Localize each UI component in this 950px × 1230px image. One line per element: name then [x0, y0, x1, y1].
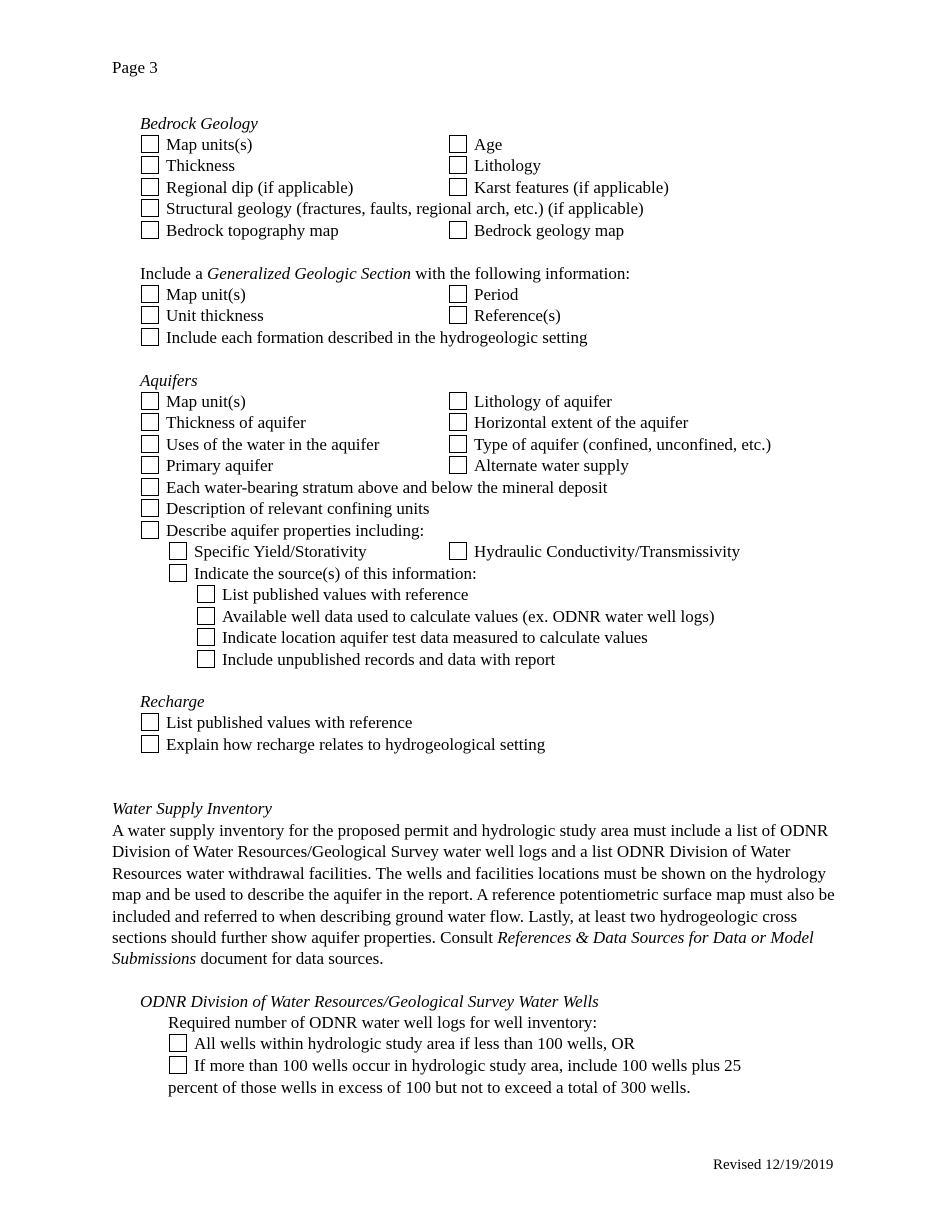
checkbox-aquifer-properties[interactable] — [141, 521, 159, 539]
checkbox-map-units[interactable] — [141, 135, 159, 153]
checkbox-unpublished-records[interactable] — [197, 650, 215, 668]
label-unpublished-records: Include unpublished records and data with report — [222, 650, 556, 669]
bedrock-heading: Bedrock Geology — [140, 114, 258, 133]
checkbox-thickness[interactable] — [141, 156, 159, 174]
inventory-heading: Water Supply Inventory — [112, 799, 272, 818]
checkbox-hydraulic-conductivity[interactable] — [449, 542, 467, 560]
checkbox-each-formation[interactable] — [141, 328, 159, 346]
checkbox-specific-yield[interactable] — [169, 542, 187, 560]
checkbox-type-aquifer[interactable] — [449, 435, 467, 453]
checkbox-aquifer-map-unit[interactable] — [141, 392, 159, 410]
label-all-wells: All wells within hydrologic study area if less than 100 wells, OR — [194, 1034, 635, 1053]
checkbox-all-wells[interactable] — [169, 1034, 187, 1052]
checkbox-uses-water[interactable] — [141, 435, 159, 453]
label-recharge-published: List published values with reference — [166, 713, 413, 732]
checkbox-available-well-data[interactable] — [197, 607, 215, 625]
wells-heading: ODNR Division of Water Resources/Geological Survey Water Wells — [140, 992, 599, 1011]
aquifers-heading: Aquifers — [140, 371, 198, 390]
label-available-well-data: Available well data used to calculate values (ex. ODNR water well logs) — [222, 607, 715, 626]
label-karst: Karst features (if applicable) — [474, 178, 669, 197]
label-confining-units: Description of relevant confining units — [166, 499, 430, 518]
checkbox-lithology[interactable] — [449, 156, 467, 174]
geologic-section-intro: Include a Generalized Geologic Section with the following information: — [140, 264, 631, 283]
recharge-heading: Recharge — [140, 692, 205, 711]
inventory-paragraph: A water supply inventory for the proposed permit and hydrologic study area must include a list of ODNR Division of Water Resources/Geological Survey water well logs and a list ODNR Division of Water Resources water withdrawal facilities. The wells and facilities locations must be shown on the hydrology map and be used to describe the aquifer in the report. A reference potentiometric surface map must also be included and referred to when describing ground water flow. Lastly, at least two hydrogeologic cross sections should further show aquifer properties. Consult References & Data Sources for Data or Model Submissions document for data sources. — [112, 821, 835, 969]
label-published-values: List published values with reference — [222, 585, 469, 604]
label-regional-dip: Regional dip (if applicable) — [166, 178, 354, 197]
label-structural-geology: Structural geology (fractures, faults, regional arch, etc.) (if applicable) — [166, 199, 644, 218]
checkbox-confining-units[interactable] — [141, 499, 159, 517]
label-age: Age — [474, 135, 503, 154]
label-each-formation: Include each formation described in the hydrogeologic setting — [166, 328, 588, 347]
wells-required-text: Required number of ODNR water well logs for well inventory: — [168, 1013, 598, 1032]
label-type-aquifer: Type of aquifer (confined, unconfined, etc.) — [474, 435, 772, 454]
checkbox-references[interactable] — [449, 306, 467, 324]
checkbox-period[interactable] — [449, 285, 467, 303]
label-more-than-100-line1: If more than 100 wells occur in hydrologic study area, include 100 wells plus 25 — [194, 1056, 742, 1075]
label-more-than-100-line2: percent of those wells in excess of 100 but not to exceed a total of 300 wells. — [168, 1078, 691, 1097]
label-lithology-aquifer: Lithology of aquifer — [474, 392, 612, 411]
label-aquifer-test-data: Indicate location aquifer test data measured to calculate values — [222, 628, 648, 647]
checkbox-primary-aquifer[interactable] — [141, 456, 159, 474]
label-specific-yield: Specific Yield/Storativity — [194, 542, 367, 561]
checkbox-published-values[interactable] — [197, 585, 215, 603]
page-number: Page 3 — [112, 58, 158, 77]
label-primary-aquifer: Primary aquifer — [166, 456, 274, 475]
label-lithology: Lithology — [474, 156, 542, 175]
label-section-map-unit: Map unit(s) — [166, 285, 246, 304]
label-period: Period — [474, 285, 519, 304]
label-hydraulic-conductivity: Hydraulic Conductivity/Transmissivity — [474, 542, 741, 561]
label-thickness: Thickness — [166, 156, 235, 175]
checkbox-unit-thickness[interactable] — [141, 306, 159, 324]
label-unit-thickness: Unit thickness — [166, 306, 264, 325]
label-water-bearing-stratum: Each water-bearing stratum above and below the mineral deposit — [166, 478, 608, 497]
label-bedrock-topography: Bedrock topography map — [166, 221, 339, 240]
label-references: Reference(s) — [474, 306, 561, 325]
checkbox-recharge-explain[interactable] — [141, 735, 159, 753]
checkbox-lithology-aquifer[interactable] — [449, 392, 467, 410]
label-uses-water: Uses of the water in the aquifer — [166, 435, 380, 454]
checkbox-karst[interactable] — [449, 178, 467, 196]
checkbox-structural-geology[interactable] — [141, 199, 159, 217]
label-bedrock-geology-map: Bedrock geology map — [474, 221, 625, 240]
label-map-units: Map units(s) — [166, 135, 253, 154]
label-recharge-explain: Explain how recharge relates to hydrogeological setting — [166, 735, 546, 754]
label-indicate-source: Indicate the source(s) of this information: — [194, 564, 477, 583]
checkbox-water-bearing-stratum[interactable] — [141, 478, 159, 496]
checkbox-more-than-100[interactable] — [169, 1056, 187, 1074]
checkbox-regional-dip[interactable] — [141, 178, 159, 196]
checkbox-bedrock-topography[interactable] — [141, 221, 159, 239]
checkbox-indicate-source[interactable] — [169, 564, 187, 582]
checkbox-alternate-water-supply[interactable] — [449, 456, 467, 474]
checkbox-horizontal-extent[interactable] — [449, 413, 467, 431]
label-aquifer-map-unit: Map unit(s) — [166, 392, 246, 411]
revision-date: Revised 12/19/2019 — [713, 1157, 834, 1173]
checkbox-age[interactable] — [449, 135, 467, 153]
label-horizontal-extent: Horizontal extent of the aquifer — [474, 413, 689, 432]
checkbox-aquifer-test-data[interactable] — [197, 628, 215, 646]
checkbox-recharge-published[interactable] — [141, 713, 159, 731]
label-alternate-water-supply: Alternate water supply — [474, 456, 629, 475]
label-aquifer-properties: Describe aquifer properties including: — [166, 521, 425, 540]
checkbox-section-map-unit[interactable] — [141, 285, 159, 303]
checkbox-bedrock-geology-map[interactable] — [449, 221, 467, 239]
label-thickness-aquifer: Thickness of aquifer — [166, 413, 306, 432]
checkbox-thickness-aquifer[interactable] — [141, 413, 159, 431]
